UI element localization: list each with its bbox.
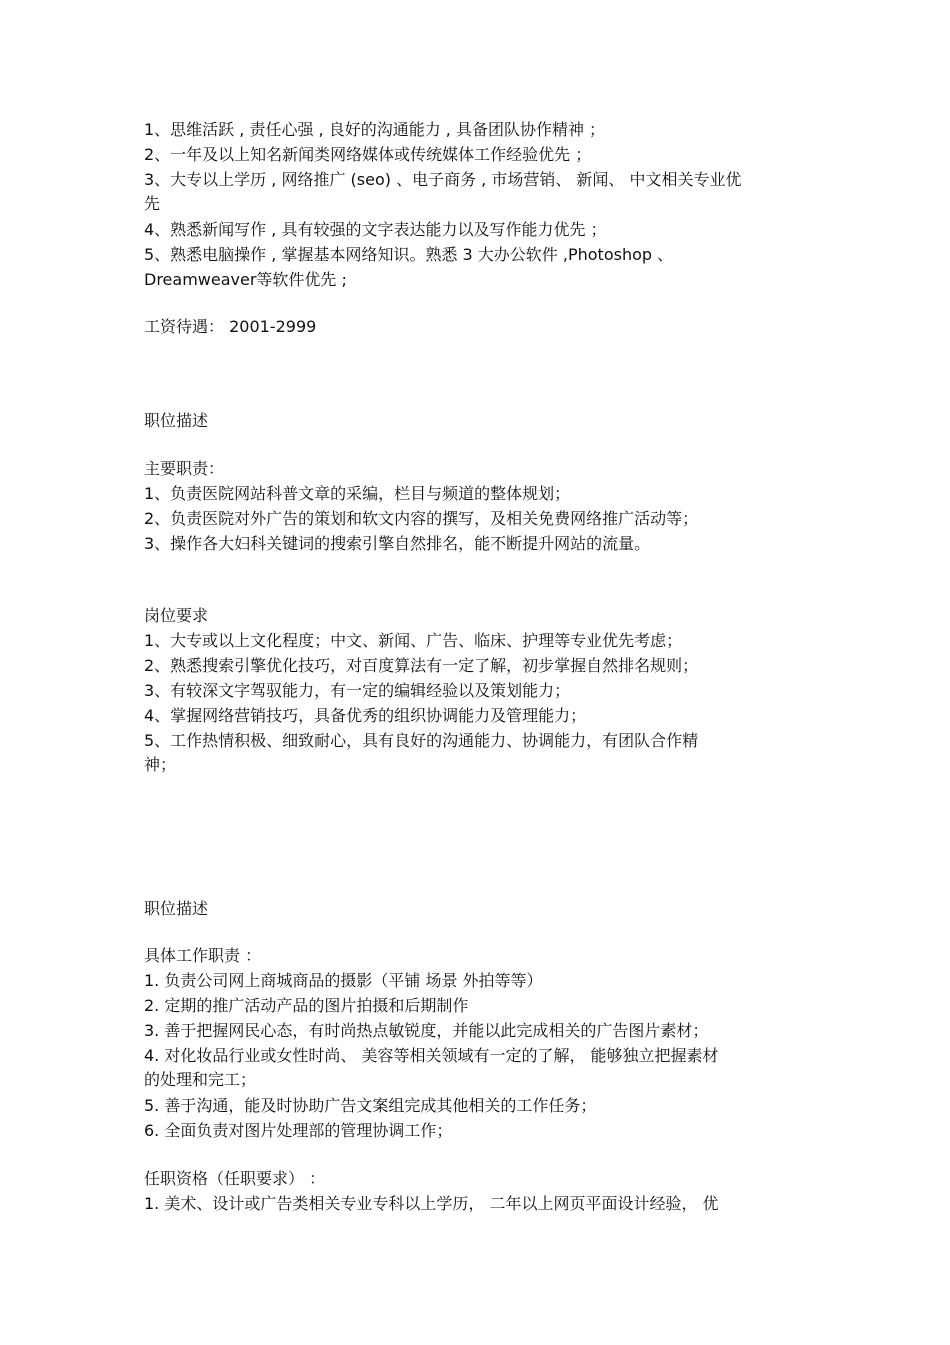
requirement-line-3: 3、有较深文字驾驭能力，有一定的编辑经验以及策划能力； xyxy=(144,681,571,700)
duty-line-4-cont: 的处理和完工； xyxy=(144,1070,257,1089)
requirement-line-5: 5、工作热情积极、细致耐心，具有良好的沟通能力、协调能力，有团队合作精 xyxy=(144,731,699,750)
requirement-line-1: 1. 美术、设计或广告类相关专业专科以上学历， 二年以上网页平面设计经验， 优 xyxy=(144,1194,719,1213)
req-line-4: 4、熟悉新闻写作 , 具有较强的文字表达能力以及写作能力优先 ； xyxy=(144,220,607,239)
req-line-1: 1、思维活跃 , 责任心强 , 良好的沟通能力 , 具备团队协作精神 ； xyxy=(144,120,606,139)
requirement-line-5-cont: 神； xyxy=(144,755,177,774)
duty-line-2: 2. 定期的推广活动产品的图片拍摄和后期制作 xyxy=(144,996,469,1015)
requirement-line-4: 4、掌握网络营销技巧，具备优秀的组织协调能力及管理能力； xyxy=(144,706,587,725)
duty-line-4: 4. 对化妆品行业或女性时尚、 美容等相关领域有一定的了解， 能够独立把握素材 xyxy=(144,1046,719,1065)
requirement-line-1: 1、大专或以上文化程度；中文、新闻、广告、临床、护理等专业优先考虑； xyxy=(144,631,683,650)
duty-line-6: 6. 全面负责对图片处理部的管理协调工作； xyxy=(144,1121,453,1140)
req-line-3: 3、大专以上学历 , 网络推广 (seo) 、电子商务 , 市场营销、 新闻、 中文相关专业优 xyxy=(144,170,742,189)
duty-line-1: 1. 负责公司网上商城商品的摄影（平铺 场景 外拍等等） xyxy=(144,971,543,990)
duties-title: 具体工作职责 ： xyxy=(144,946,262,965)
duty-line-2: 2、负责医院对外广告的策划和软文内容的撰写，及相关免费网络推广活动等； xyxy=(144,509,699,528)
requirement-line-2: 2、熟悉搜索引擎优化技巧，对百度算法有一定了解，初步掌握自然排名规则； xyxy=(144,656,699,675)
duty-line-3: 3、操作各大妇科关键词的搜索引擎自然排名，能不断提升网站的流量。 xyxy=(144,534,651,553)
section-heading: 职位描述 xyxy=(144,899,209,918)
duty-line-1: 1、负责医院网站科普文章的采编，栏目与频道的整体规划； xyxy=(144,484,571,503)
req-line-5-cont: Dreamweaver等软件优先 ; xyxy=(144,270,347,289)
requirements-title: 岗位要求 xyxy=(144,606,209,625)
req-line-2: 2、一年及以上知名新闻类网络媒体或传统媒体工作经验优先 ； xyxy=(144,145,592,164)
duty-line-5: 5. 善于沟通，能及时协助广告文案组完成其他相关的工作任务； xyxy=(144,1096,597,1115)
section-heading: 职位描述 xyxy=(144,411,209,430)
req-line-3-cont: 先 xyxy=(144,194,161,213)
duty-line-3: 3. 善于把握网民心态，有时尚热点敏锐度，并能以此完成相关的广告图片素材； xyxy=(144,1021,709,1040)
duties-title: 主要职责： xyxy=(144,459,225,478)
req-line-5: 5、熟悉电脑操作 , 掌握基本网络知识。熟悉 3 大办公软件 ,Photoshop 、 xyxy=(144,245,674,264)
salary-line: 工资待遇： 2001-2999 xyxy=(144,317,317,336)
requirements-title: 任职资格（任职要求） ： xyxy=(144,1169,326,1188)
